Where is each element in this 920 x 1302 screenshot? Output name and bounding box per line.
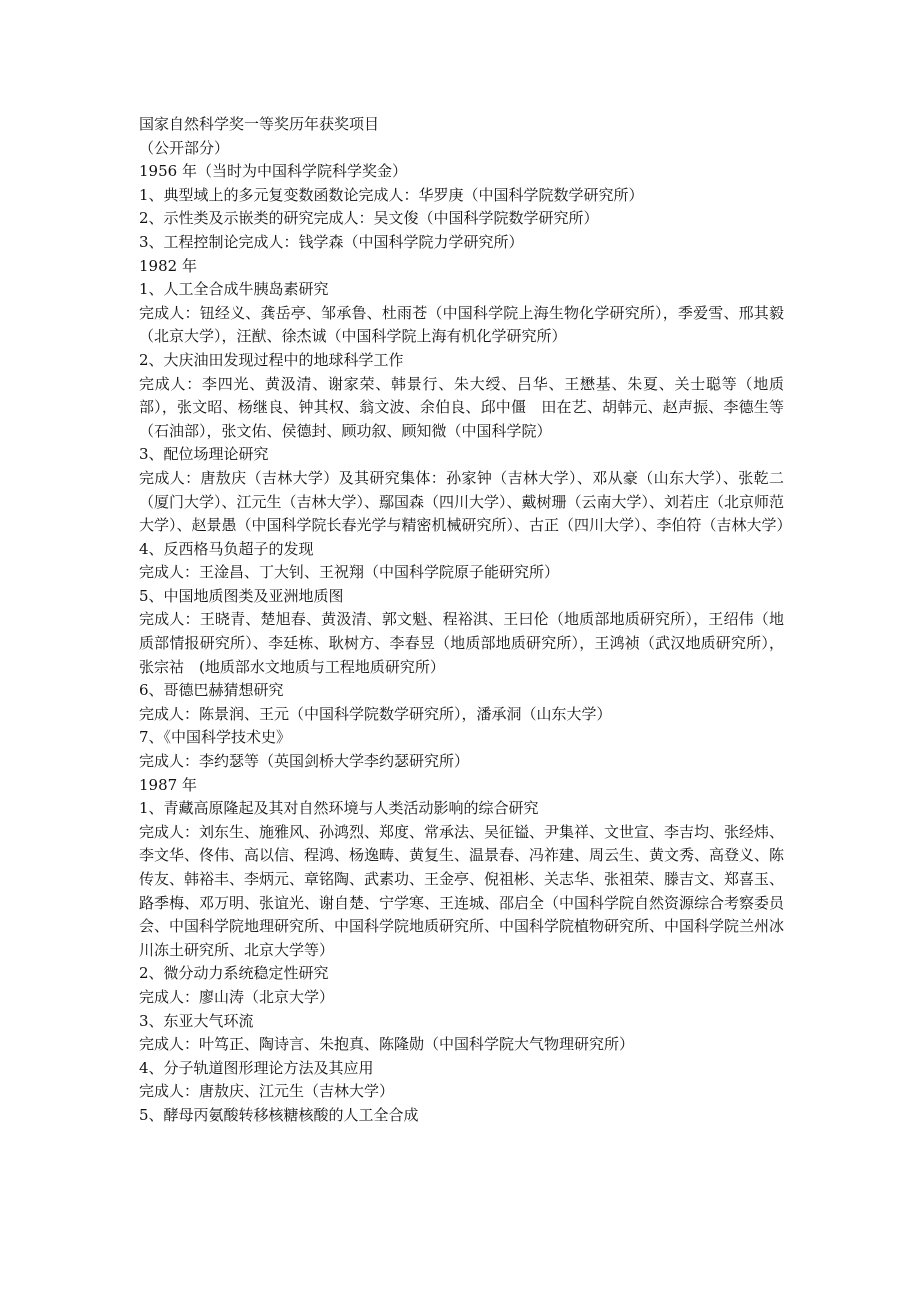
award-item-title: 1、青藏高原隆起及其对自然环境与人类活动影响的综合研究 (139, 799, 539, 818)
award-item-title: 4、分子轨道图形理论方法及其应用 (139, 1058, 374, 1077)
award-winners: 完成人：刘东生、施雅风、孙鸿烈、郑度、常承法、吴征镒、尹集祥、文世宣、李吉均、张经炜、李文华、佟伟、高以信、程鸿、杨逸畴、黄复生、温景春、冯祚建、周云生、黄文秀、高登义、陈传友、韩裕丰、李炳元、章铭陶、武素功、王金亭、倪祖彬、关志华、张祖荣、滕吉文、郑喜玉、路季梅、邓万明、张谊光、谢自楚、宁学寒、王连城、邵启全（中国科学院自然资源综合考察委员会、中国科学院地理研究所、中国科学院地质研究所、中国科学院植物研究所、中国科学院兰州冰川冻土研究所、北京大学等） (139, 822, 785, 959)
award-item-title: 2、大庆油田发现过程中的地球科学工作 (139, 350, 404, 369)
year-heading-1982: 1982 年 (139, 256, 197, 275)
award-item-title: 6、哥德巴赫猜想研究 (139, 681, 284, 700)
award-item: 2、示性类及示嵌类的研究完成人：吴文俊（中国科学院数学研究所） (139, 209, 599, 228)
award-winners: 完成人：廖山涛（北京大学） (139, 987, 335, 1006)
award-winners: 完成人：叶笃正、陶诗言、朱抱真、陈隆勋（中国科学院大气物理研究所） (139, 1035, 635, 1054)
award-item-title: 2、微分动力系统稳定性研究 (139, 964, 329, 983)
award-winners: 完成人：唐敖庆（吉林大学）及其研究集体：孙家钟（吉林大学）、邓从豪（山东大学）、张乾二（厦门大学）、江元生（吉林大学）、鄢国森（四川大学）、戴树珊（云南大学）、刘若庄（北京师范大学）、赵景愚（中国科学院长春光学与精密机械研究所）、古正（四川大学）、李伯符（吉林大学） (139, 468, 792, 535)
award-item: 3、工程控制论完成人：钱学森（中国科学院力学研究所） (139, 232, 524, 251)
award-winners: 完成人：唐敖庆、江元生（吉林大学） (139, 1082, 395, 1101)
award-winners: 完成人：陈景润、王元（中国科学院数学研究所），潘承洞（山东大学） (139, 704, 612, 723)
award-item-title: 7、《中国科学技术史》 (139, 728, 292, 747)
year-heading-1956: 1956 年（当时为中国科学院科学奖金） (139, 162, 407, 181)
award-winners: 完成人：钮经义、龚岳亭、邹承鲁、杜雨苍（中国科学院上海生物化学研究所），季爱雪、邢其毅（北京大学），汪猷、徐杰诚（中国科学院上海有机化学研究所） (139, 303, 784, 346)
doc-title: 国家自然科学奖一等奖历年获奖项目 (139, 115, 380, 133)
award-winners: 完成人：李约瑟等（英国剑桥大学李约瑟研究所） (139, 752, 470, 771)
doc-subtitle: （公开部分） (139, 138, 230, 157)
year-heading-1987: 1987 年 (139, 775, 197, 794)
award-item-title: 5、酵母丙氨酸转移核糖核酸的人工全合成 (139, 1105, 419, 1124)
award-item-title: 1、人工全合成牛胰岛素研究 (139, 280, 329, 299)
award-winners: 完成人：王晓青、楚旭春、黄汲清、郭文魁、程裕淇、王曰伦（地质部地质研究所），王绍伟（地质部情报研究所）、李廷栋、耿树方、李春昱（地质部地质研究所），王鸿祯（武汉地质研究所），张宗祜 (地质部水文地质与工程地质研究所） (139, 610, 784, 676)
award-item: 1、典型域上的多元复变数函数论完成人：华罗庚（中国科学院数学研究所） (139, 185, 644, 204)
award-winners: 完成人：王淦昌、丁大钊、王祝翔（中国科学院原子能研究所） (139, 563, 560, 582)
award-item-title: 5、中国地质图类及亚洲地质图 (139, 586, 344, 605)
document-page (139, 113, 792, 1128)
award-item-title: 4、反西格马负超子的发现 (139, 539, 314, 558)
award-winners: 完成人：李四光、黄汲清、谢家荣、韩景行、朱大绶、吕华、王懋基、朱夏、关士聪等（地质部），张文昭、杨继良、钟其权、翁文波、余伯良、邱中僵 田在艺、胡韩元、赵声振、李德生等（石油部），张文佑、侯德封、顾功叙、顾知微（中国科学院） (139, 374, 784, 440)
award-item-title: 3、配位场理论研究 (139, 445, 269, 464)
award-item-title: 3、东亚大气环流 (139, 1011, 254, 1030)
